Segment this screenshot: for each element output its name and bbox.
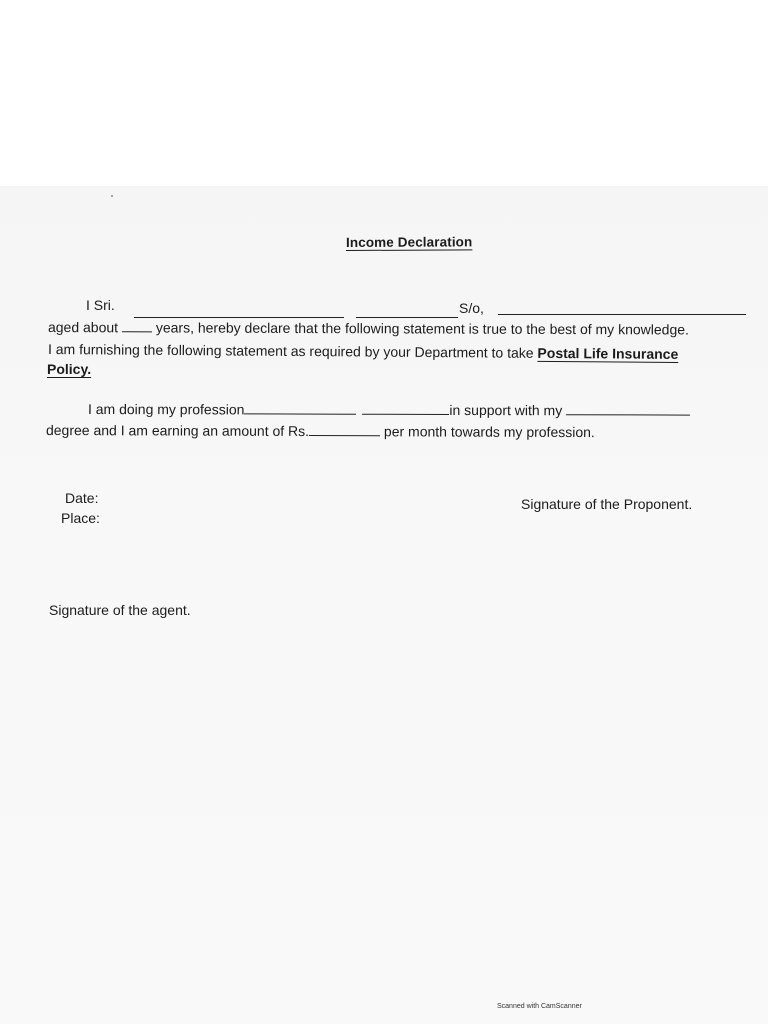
declaration-text: years, hereby declare that the following statement is true to the best of my knowledge. [151,319,689,338]
sri-prefix: I Sri. [86,297,115,313]
son-of-label: S/o, [459,300,484,316]
place-label: Place: [61,510,100,526]
document-title: Income Declaration [345,234,473,250]
profession-blank-1 [244,401,356,414]
amount-blank [309,423,380,436]
para1-line4 [47,360,91,378]
profession-label: I am doing my profession [87,401,245,418]
scanner-watermark: Scanned with CamScanner [497,1003,582,1010]
date-label: Date: [65,490,99,506]
age-blank [122,319,152,332]
para1-line2 [48,318,689,338]
degree-blank [566,402,690,415]
furnishing-text: I am furnishing the following statement as required by your Department to take [47,341,538,361]
name-blank [134,305,344,318]
surname-blank [356,305,458,318]
earning-label: degree and I am earning an amount of Rs. [45,422,310,440]
para2-line2 [46,421,595,441]
policy-name-part2: Policy. [47,361,92,377]
agent-signature-label: Signature of the agent. [49,602,191,618]
father-name-blank [498,302,746,315]
aged-about-label: aged about [47,319,122,336]
para1-line1 [86,296,115,314]
per-month-text: per month towards my profession. [380,423,595,441]
scan-background-top [0,0,768,188]
proponent-signature-label: Signature of the Proponent. [521,496,693,512]
policy-name-part1: Postal Life Insurance [537,344,679,362]
support-label: in support with my [449,401,567,419]
scan-speck [111,195,113,197]
profession-blank-2 [362,402,449,415]
para2-line1 [88,400,690,420]
